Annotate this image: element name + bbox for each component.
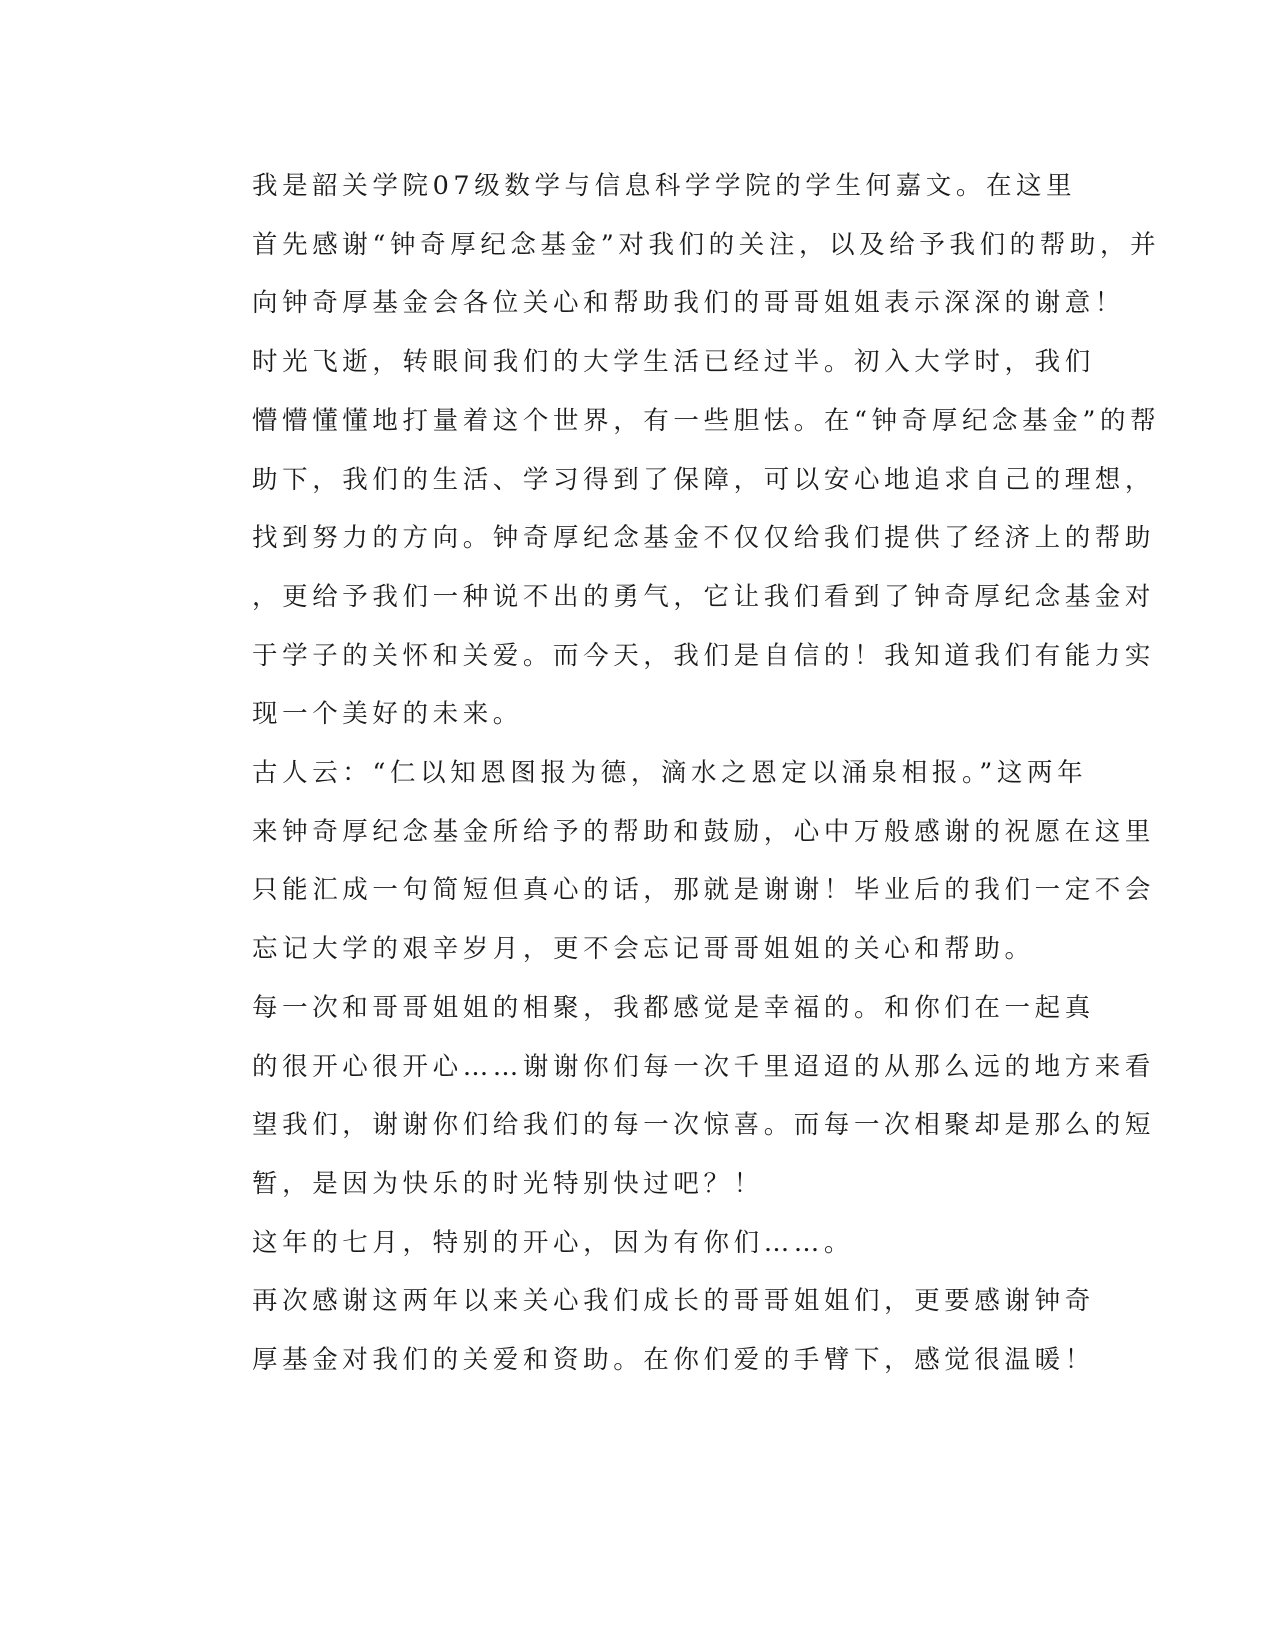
paragraph-university-life [182, 333, 1161, 744]
text-line: 现一个美好的未来。 [252, 699, 523, 730]
paragraph-introduction [182, 157, 1161, 333]
text-line: 于学子的关怀和关爱。而今天，我们是自信的！我知道我们有能力实 [252, 640, 1156, 671]
text-line: 望我们，谢谢你们给我们的每一次惊喜。而每一次相聚却是那么的短 [252, 1110, 1156, 1141]
paragraph-gatherings [182, 979, 1156, 1214]
text-line: 我是韶关学院07级数学与信息科学学院的学生何嘉文。在这里 [252, 171, 1077, 201]
text-line: 来钟奇厚纪念基金所给予的帮助和鼓励，心中万般感谢的祝愿在这里 [252, 816, 1156, 847]
text-line: 古人云：“仁以知恩图报为德，滴水之恩定以涌泉相报。”这两年 [252, 758, 1088, 789]
text-line: 首先感谢“钟奇厚纪念基金”对我们的关注，以及给予我们的帮助，并 [252, 229, 1161, 260]
paragraph-gratitude-quote [182, 744, 1156, 979]
text-line: 助下，我们的生活、学习得到了保障，可以安心地追求自己的理想， [252, 464, 1156, 495]
text-line: 时光飞逝，转眼间我们的大学生活已经过半。初入大学时，我们 [252, 347, 1095, 378]
text-line: 懵懵懂懂地打量着这个世界，有一些胆怯。在“钟奇厚纪念基金”的帮 [252, 405, 1161, 436]
text-line: 暂，是因为快乐的时光特别快过吧？！ [252, 1168, 764, 1199]
text-line: 这年的七月，特别的开心，因为有你们……。 [252, 1227, 855, 1258]
text-line: 的很开心很开心……谢谢你们每一次千里迢迢的从那么远的地方来看 [252, 1051, 1156, 1082]
text-line: 向钟奇厚基金会各位关心和帮助我们的哥哥姐姐表示深深的谢意！ [252, 288, 1125, 319]
text-line: 只能汇成一句简短但真心的话，那就是谢谢！毕业后的我们一定不会 [252, 875, 1156, 906]
letter-body [182, 157, 1161, 1390]
text-line: 厚基金对我们的关爱和资助。在你们爱的手臂下，感觉很温暖！ [252, 1345, 1095, 1376]
text-line: ，更给予我们一种说不出的勇气，它让我们看到了钟奇厚纪念基金对 [252, 581, 1156, 612]
text-line: 再次感谢这两年以来关心我们成长的哥哥姐姐们，更要感谢钟奇 [252, 1286, 1095, 1317]
text-line: 每一次和哥哥姐姐的相聚，我都感觉是幸福的。和你们在一起真 [252, 992, 1095, 1023]
paragraph-july [182, 1214, 1032, 1273]
paragraph-closing [182, 1272, 1095, 1389]
text-line: 忘记大学的艰辛岁月，更不会忘记哥哥姐姐的关心和帮助。 [252, 934, 1035, 965]
text-line: 找到努力的方向。钟奇厚纪念基金不仅仅给我们提供了经济上的帮助 [252, 523, 1156, 554]
